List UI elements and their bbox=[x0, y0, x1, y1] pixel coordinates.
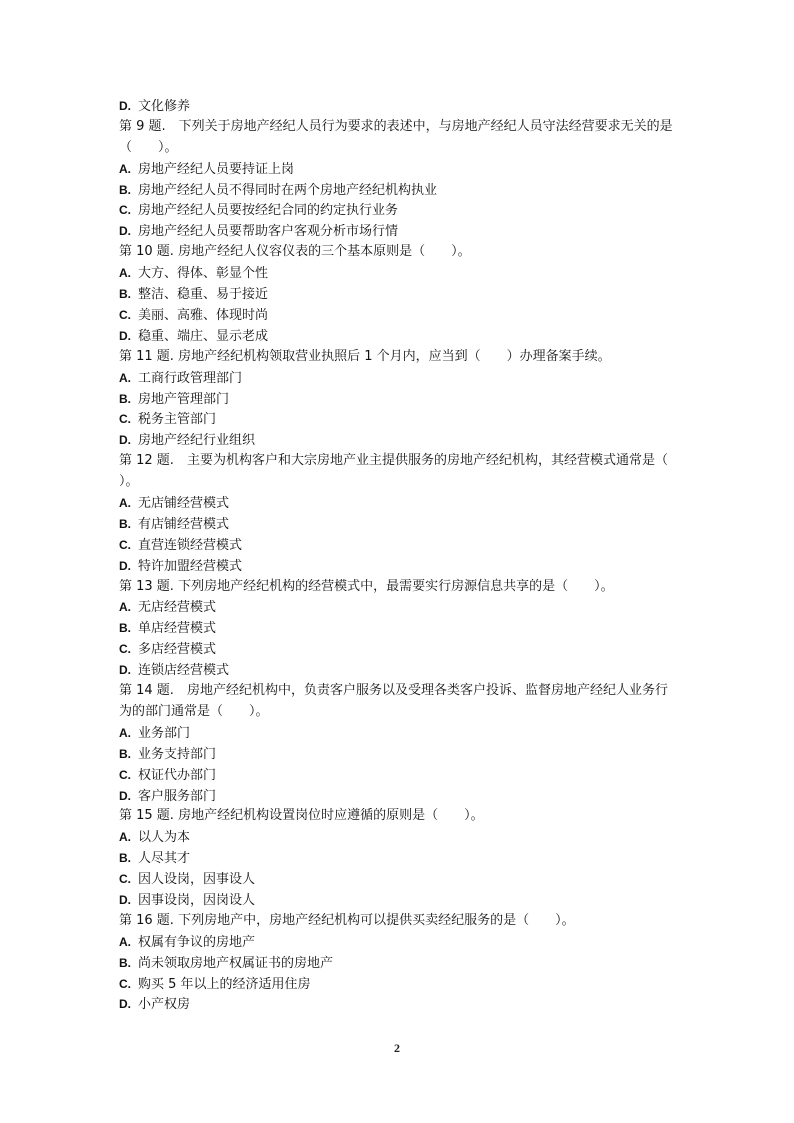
option-letter: B. bbox=[119, 746, 131, 761]
question-stem: 第 15 题. 房地产经纪机构设置岗位时应遵循的原则是（ ）。 bbox=[119, 808, 484, 824]
option-text: 稳重、端庄、显示老成 bbox=[138, 328, 269, 344]
option-text: 购买 5 年以上的经济适用住房 bbox=[138, 976, 311, 992]
option-b bbox=[119, 389, 679, 410]
question-stem: 第 16 题. 下列房地产中，房地产经纪机构可以提供买卖经纪服务的是（ ）。 bbox=[119, 912, 575, 928]
option-letter: D. bbox=[119, 663, 131, 678]
option-a bbox=[119, 159, 679, 180]
option-text: 有店铺经营模式 bbox=[138, 516, 230, 532]
option-letter: B. bbox=[119, 851, 131, 866]
option-letter: A. bbox=[119, 934, 131, 949]
option-text: 权属有争议的房地产 bbox=[138, 934, 256, 950]
option-letter: B. bbox=[119, 287, 131, 302]
option-letter: C. bbox=[119, 203, 131, 218]
option-letter: A. bbox=[119, 830, 131, 845]
question-stem: 第 10 题. 房地产经纪人仪容仪表的三个基本原则是（ ）。 bbox=[119, 244, 471, 260]
option-letter: B. bbox=[119, 182, 131, 197]
option-text: 直营连锁经营模式 bbox=[138, 537, 243, 553]
option-text: 业务支持部门 bbox=[138, 746, 217, 762]
option-c bbox=[119, 535, 679, 556]
option-a bbox=[119, 932, 679, 953]
option-letter: B. bbox=[119, 391, 131, 406]
option-letter: D. bbox=[119, 893, 131, 907]
option-a bbox=[119, 368, 679, 389]
option-a bbox=[119, 597, 679, 618]
option-b bbox=[119, 514, 679, 535]
question-9 bbox=[119, 117, 679, 242]
option-letter: A. bbox=[119, 600, 131, 615]
option-d bbox=[119, 890, 679, 911]
option-letter: D. bbox=[119, 328, 131, 343]
question-stem: 第 13 题. 下列房地产经纪机构的经营模式中，最需要实行房源信息共享的是（ ）。 bbox=[119, 578, 614, 594]
question-16 bbox=[119, 911, 679, 1015]
option-letter: C. bbox=[119, 976, 131, 991]
question-stem: 第 14 题. 房地产经纪机构中，负责客户服务以及受理各类客户投诉、监督房地产经纪人业务行为的部门通常是（ ）。 bbox=[119, 683, 668, 719]
option-text: 房地产经纪人员要按经纪合同的约定执行业务 bbox=[138, 203, 399, 219]
option-text: 房地产经纪人员不得同时在两个房地产经纪机构执业 bbox=[138, 182, 438, 198]
option-c bbox=[119, 765, 679, 786]
option-letter: D. bbox=[119, 997, 131, 1012]
option-d bbox=[119, 221, 679, 242]
option-text: 无店铺经营模式 bbox=[138, 496, 230, 512]
question-13 bbox=[119, 577, 679, 681]
option-text: 人尽其才 bbox=[138, 851, 191, 867]
option-c bbox=[119, 869, 679, 890]
option-b bbox=[119, 953, 679, 974]
option-text: 工商行政管理部门 bbox=[138, 370, 243, 386]
option-d bbox=[119, 786, 679, 807]
option-text: 以人为本 bbox=[138, 830, 191, 846]
option-letter: D. bbox=[119, 433, 131, 448]
option-letter: B. bbox=[119, 516, 131, 531]
option-c bbox=[119, 974, 679, 995]
option-text: 整洁、稳重、易于接近 bbox=[138, 287, 269, 303]
option-text: 特许加盟经营模式 bbox=[138, 558, 243, 574]
option-text: 大方、得体、彰显个性 bbox=[138, 266, 269, 282]
question-12 bbox=[119, 451, 694, 576]
option-letter: A. bbox=[119, 161, 131, 176]
option-text: 单店经营模式 bbox=[138, 621, 217, 637]
option-letter: C. bbox=[119, 537, 131, 552]
option-letter: C. bbox=[119, 872, 131, 887]
question-list bbox=[119, 96, 694, 1015]
option-b bbox=[119, 180, 679, 201]
option-letter: C. bbox=[119, 307, 131, 322]
option-text: 因事设岗，因岗设人 bbox=[138, 893, 256, 908]
option-letter: B. bbox=[119, 621, 131, 636]
option-b bbox=[119, 848, 679, 869]
option-b bbox=[119, 284, 679, 305]
option-text: 税务主管部门 bbox=[138, 412, 217, 428]
question-stem: 第 9 题. 下列关于房地产经纪人员行为要求的表述中，与房地产经纪人员守法经营要求无关的是（ ）。 bbox=[119, 118, 673, 155]
lead-option bbox=[119, 96, 679, 117]
option-d bbox=[119, 326, 679, 347]
option-b bbox=[119, 744, 679, 765]
option-text: 尚未领取房地产权属证书的房地产 bbox=[138, 955, 334, 971]
question-11 bbox=[119, 347, 679, 451]
option-letter: C. bbox=[119, 767, 131, 782]
option-letter: D. bbox=[119, 224, 131, 239]
question-15 bbox=[119, 806, 679, 910]
option-text: 多店经营模式 bbox=[138, 642, 217, 658]
question-stem: 第 11 题. 房地产经纪机构领取营业执照后 1 个月内，应当到（ ）办理备案手续。 bbox=[119, 348, 611, 364]
option-letter: A. bbox=[119, 725, 131, 740]
option-letter: D. bbox=[119, 788, 131, 803]
question-stem: 第 12 题. 主要为机构客户和大宗房地产业主提供服务的房地产经纪机构，其经营模式通常是（ ）。 bbox=[119, 453, 694, 490]
option-letter: A. bbox=[119, 266, 131, 281]
option-letter: D. bbox=[119, 558, 131, 573]
option-c bbox=[119, 305, 679, 326]
option-letter: D. bbox=[119, 99, 131, 113]
option-d bbox=[119, 556, 679, 577]
option-d bbox=[119, 660, 679, 681]
option-letter: A. bbox=[119, 496, 131, 511]
option-c bbox=[119, 639, 679, 660]
option-text: 房地产经纪行业组织 bbox=[138, 433, 256, 449]
option-text: 客户服务部门 bbox=[138, 788, 217, 804]
option-c bbox=[119, 200, 679, 221]
option-letter: C. bbox=[119, 412, 131, 427]
option-a bbox=[119, 827, 679, 848]
option-text: 权证代办部门 bbox=[138, 767, 217, 783]
option-text: 连锁店经营模式 bbox=[138, 663, 230, 679]
option-text: 文化修养 bbox=[138, 99, 191, 114]
option-text: 业务部门 bbox=[138, 725, 191, 741]
option-letter: C. bbox=[119, 642, 131, 657]
option-text: 房地产经纪人员要帮助客户客观分析市场行情 bbox=[138, 224, 399, 240]
option-text: 房地产管理部门 bbox=[138, 391, 230, 407]
option-text: 房地产经纪人员要持证上岗 bbox=[138, 161, 295, 177]
option-a bbox=[119, 263, 679, 284]
page-number: 2 bbox=[394, 1041, 400, 1055]
option-c bbox=[119, 409, 679, 430]
question-14 bbox=[119, 681, 679, 806]
option-text: 小产权房 bbox=[138, 997, 191, 1013]
option-d bbox=[119, 430, 679, 451]
option-a bbox=[119, 723, 679, 744]
option-text: 因人设岗，因事设人 bbox=[138, 872, 256, 888]
option-text: 美丽、高雅、体现时尚 bbox=[138, 307, 269, 323]
option-text: 无店经营模式 bbox=[138, 600, 217, 616]
option-d bbox=[119, 994, 679, 1015]
option-b bbox=[119, 618, 679, 639]
option-letter: B. bbox=[119, 955, 131, 970]
question-10 bbox=[119, 242, 679, 346]
option-a bbox=[119, 493, 679, 514]
option-letter: A. bbox=[119, 370, 131, 385]
